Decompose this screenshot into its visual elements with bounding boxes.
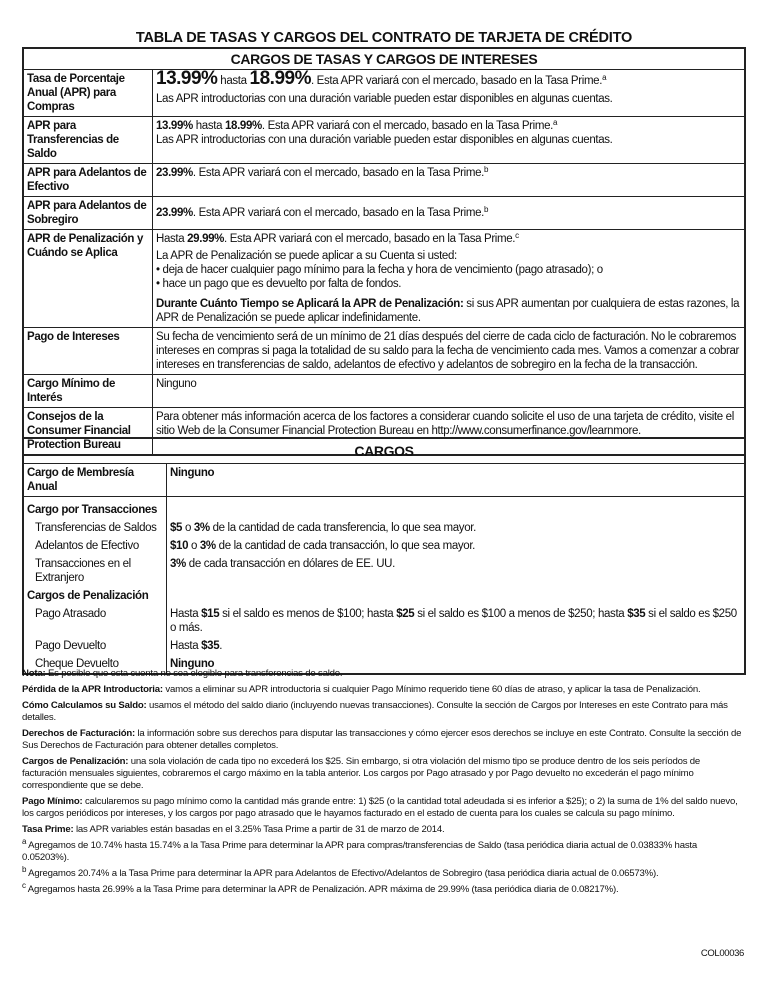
value bbox=[167, 537, 746, 555]
text: si el saldo es menos de $100; hasta bbox=[219, 608, 397, 620]
label: Cheque Devuelto bbox=[23, 655, 167, 674]
note-text: vamos a eliminar su APR introductoria si cualquier Pago Mínimo requerido tiene 60 días de atraso, y aplicar la tasa de Penalización. bbox=[162, 684, 701, 695]
note-text: calcularemos su pago mínimo como la cantidad más grande entre: 1) $25 (o la cantidad total adeudada si es inferior a $25); o 2) la suma de 1% del saldo nuevo, los cargos periódicos por intereses, y los cargos por pago atrasado que le hayamos facturado en el estado de cuenta para los cuales se calcula su pago mínimo. bbox=[22, 796, 738, 819]
note-key: Pérdida de la APR Introductoria: bbox=[22, 684, 163, 695]
text: . bbox=[219, 640, 223, 652]
text: Hasta bbox=[170, 640, 202, 652]
text: hasta bbox=[192, 120, 225, 132]
note-key: Nota: bbox=[22, 668, 46, 679]
note bbox=[22, 700, 746, 724]
percent: 3% bbox=[170, 558, 186, 570]
bullet: • deja de hacer cualquier pago mínimo para la fecha y hora de vencimiento (pago atrasado); o bbox=[156, 263, 741, 277]
note bbox=[22, 796, 746, 820]
label: APR para Transferencias de Saldo bbox=[23, 117, 153, 164]
blank bbox=[167, 587, 746, 605]
rates-heading: CARGOS DE TASAS Y CARGOS DE INTERESES bbox=[23, 48, 745, 70]
document-code: COL00036 bbox=[700, 948, 744, 959]
footnote-ref: b bbox=[483, 165, 489, 174]
note-key: Tasa Prime: bbox=[22, 824, 74, 835]
note bbox=[22, 668, 746, 680]
note bbox=[22, 824, 746, 836]
section-label: Cargo por Transacciones bbox=[23, 497, 167, 520]
text: Hasta bbox=[170, 608, 202, 620]
label: Pago Atrasado bbox=[23, 605, 167, 637]
rate-high: 18.99% bbox=[249, 68, 311, 89]
label: Cargo de Membresía Anual bbox=[23, 464, 167, 497]
intro-note: Las APR introductorias con una duración variable pueden estar disponibles en algunas cuentas. bbox=[156, 93, 613, 105]
label: Pago de Intereses bbox=[23, 328, 153, 375]
value bbox=[153, 164, 746, 197]
text: . Esta APR variará con el mercado, basado en la Tasa Prime. bbox=[310, 75, 603, 87]
rate: 23.99% bbox=[156, 167, 193, 179]
text: si el saldo es $250 o más. bbox=[170, 608, 737, 634]
label: APR de Penalización y Cuándo se Aplica bbox=[23, 230, 153, 328]
footnote-ref: c bbox=[515, 231, 519, 240]
row-compras bbox=[23, 70, 745, 117]
rate-low: 13.99% bbox=[156, 120, 193, 132]
label: Tasa de Porcentaje Anual (APR) para Compras bbox=[23, 70, 153, 117]
notes bbox=[22, 668, 746, 900]
footnote-mark: a bbox=[22, 837, 27, 846]
note-key: Cómo Calculamos su Saldo: bbox=[22, 700, 147, 711]
text: Ninguno bbox=[170, 658, 215, 670]
duration-text: si sus APR aumentan por cualquiera de estas razones, la APR de Penalización se puede aplicar indefinidamente. bbox=[156, 298, 740, 324]
duration-label: Durante Cuánto Tiempo se Aplicará la APR de Penalización: bbox=[156, 298, 464, 310]
value bbox=[167, 555, 746, 587]
amount: $10 bbox=[170, 540, 189, 552]
note-key: Derechos de Facturación: bbox=[22, 728, 136, 739]
bullet: • hace un pago que es devuelto por falta de fondos. bbox=[156, 277, 741, 291]
note bbox=[22, 728, 746, 752]
value bbox=[167, 605, 746, 637]
label: Adelantos de Efectivo bbox=[23, 537, 167, 555]
value bbox=[167, 519, 746, 537]
label: Transferencias de Saldos bbox=[23, 519, 167, 537]
row-minimo bbox=[23, 375, 745, 408]
label: Transacciones en el Extranjero bbox=[23, 555, 167, 587]
percent: 3% bbox=[193, 522, 210, 534]
section-label: Cargos de Penalización bbox=[23, 587, 167, 605]
document-title: TABLA DE TASAS Y CARGOS DEL CONTRATO DE TARJETA DE CRÉDITO bbox=[135, 30, 633, 46]
text: hasta bbox=[217, 75, 250, 87]
row-pago bbox=[23, 328, 745, 375]
footnote-ref: a bbox=[602, 73, 607, 82]
rate: 23.99% bbox=[156, 207, 193, 219]
footnote-ref: b bbox=[483, 205, 489, 214]
row-sobregiro bbox=[23, 197, 745, 230]
value bbox=[153, 70, 746, 117]
footnote bbox=[22, 881, 746, 896]
fees-table bbox=[22, 437, 746, 675]
amount: $35 bbox=[627, 608, 646, 620]
label: APR para Adelantos de Sobregiro bbox=[23, 197, 153, 230]
note bbox=[22, 684, 746, 696]
value bbox=[153, 117, 746, 164]
footnote-text: Agregamos de 10.74% hasta 15.74% a la Tasa Prime para determinar la APR para compras/transferencias de Saldo (tasa periódica diaria actual de 0.03833% hasta 0.05203%). bbox=[22, 840, 698, 863]
label: Cargo Mínimo de Interés bbox=[23, 375, 153, 408]
amount: $25 bbox=[396, 608, 415, 620]
label: Consejos de la Consumer Financial Protection Bureau bbox=[23, 408, 153, 456]
footnote bbox=[22, 837, 746, 864]
footnote-mark: b bbox=[22, 865, 27, 874]
rate-low: 13.99% bbox=[156, 68, 218, 89]
note-text: una sola violación de cada tipo no excederá los $25. Sin embargo, si otra violación del mismo tipo se produce dentro de los seis períodos de facturación mensuales siguientes, cobraremos el cargo máximo en la tabla anterior. Los cargos por Pago atrasado y por Pago devuelto no excederán el pago mínimo correspondiente que se debe. bbox=[22, 756, 701, 791]
rates-table bbox=[22, 47, 746, 456]
text: de la cantidad de cada transferencia, lo que sea mayor. bbox=[209, 522, 476, 534]
text: de cada transacción en dólares de EE. UU. bbox=[185, 558, 395, 570]
footnote-ref: a bbox=[552, 118, 558, 127]
value: Ninguno bbox=[153, 375, 746, 408]
text: o bbox=[182, 522, 194, 534]
note-text: la información sobre sus derechos para disputar las transacciones y cómo ejercer esos derechos se incluye en este Contrato. Consulte la sección de Sus Derechos de Facturación para obtener detalles completos. bbox=[22, 728, 742, 751]
intro: La APR de Penalización se puede aplicar a su Cuenta si usted: bbox=[156, 250, 457, 262]
value bbox=[167, 637, 746, 655]
row-membresia bbox=[23, 464, 745, 497]
note-text: usamos el método del saldo diario (incluyendo nuevas transacciones). Consulte la sección de Cargos por Intereses en este Contrato para más detalles. bbox=[22, 700, 728, 723]
text: . Esta APR variará con el mercado, basado en la Tasa Prime. bbox=[261, 120, 553, 132]
note-key: Pago Mínimo: bbox=[22, 796, 83, 807]
text: de la cantidad de cada transacción, lo que sea mayor. bbox=[215, 540, 476, 552]
duration bbox=[156, 297, 741, 325]
amount: $15 bbox=[201, 608, 220, 620]
note-text: las APR variables están basadas en el 3.25% Tasa Prime a partir de 31 de marzo de 2014. bbox=[73, 824, 445, 835]
rate-high: 18.99% bbox=[224, 120, 262, 132]
percent: 3% bbox=[199, 540, 216, 552]
text: . Esta APR variará con el mercado, basado en la Tasa Prime. bbox=[192, 167, 484, 179]
text: . Esta APR variará con el mercado, basado en la Tasa Prime. bbox=[192, 207, 484, 219]
bullet-list bbox=[156, 263, 741, 291]
amount: $5 bbox=[170, 522, 183, 534]
intro-note: Las APR introductorias con una duración variable pueden estar disponibles en algunas cuentas. bbox=[156, 134, 613, 146]
text: si el saldo es $100 a menos de $250; hasta bbox=[414, 608, 628, 620]
row-efectivo bbox=[23, 164, 745, 197]
text: o bbox=[188, 540, 200, 552]
value: Su fecha de vencimiento será de un mínimo de 21 días después del cierre de cada ciclo de facturación. No le cobraremos intereses en compras si paga la totalidad de su saldo para la fecha de vencimiento cada mes. Vamos a comenzar a cobrar intereses en transferencias de saldo, adelantos de efectivo y adelantos de sobregiro en la fecha de la transacción. bbox=[153, 328, 746, 375]
rate: 29.99% bbox=[187, 233, 225, 245]
row-transferencias bbox=[23, 117, 745, 164]
blank bbox=[167, 497, 746, 520]
footnote-text: Agregamos 20.74% a la Tasa Prime para determinar la APR para Adelantos de Efectivo/Adelantos de Sobregiro (tasa periódica diaria actual de 0.06573%). bbox=[26, 868, 659, 879]
fees-heading: CARGOS bbox=[23, 438, 745, 464]
note bbox=[22, 756, 746, 792]
label: Pago Devuelto bbox=[23, 637, 167, 655]
note-text: Es posible que esta cuenta no sea elegible para transferencias de saldo. bbox=[45, 668, 343, 679]
value: Para obtener más información acerca de los factores a considerar cuando solicite el uso de una tarjeta de crédito, visite el sitio Web de la Consumer Financial Protection Bureau en http://www.consumerfinance.gov/learnmore. bbox=[153, 408, 746, 456]
text: Ninguno bbox=[170, 467, 215, 479]
footnote bbox=[22, 865, 746, 880]
value bbox=[153, 197, 746, 230]
value bbox=[167, 464, 746, 497]
footnote-mark: c bbox=[22, 881, 26, 890]
value bbox=[153, 230, 746, 328]
footnote-text: Agregamos hasta 26.99% a la Tasa Prime para determinar la APR de Penalización. APR máxima de 29.99% (tasa periódica diaria de 0.08217%). bbox=[25, 884, 619, 895]
amount: $35 bbox=[201, 640, 220, 652]
row-penalizacion bbox=[23, 230, 745, 328]
text: . Esta APR variará con el mercado, basado en la Tasa Prime. bbox=[224, 233, 516, 245]
note-key: Cargos de Penalización: bbox=[22, 756, 129, 767]
label: APR para Adelantos de Efectivo bbox=[23, 164, 153, 197]
text: Hasta bbox=[156, 233, 188, 245]
